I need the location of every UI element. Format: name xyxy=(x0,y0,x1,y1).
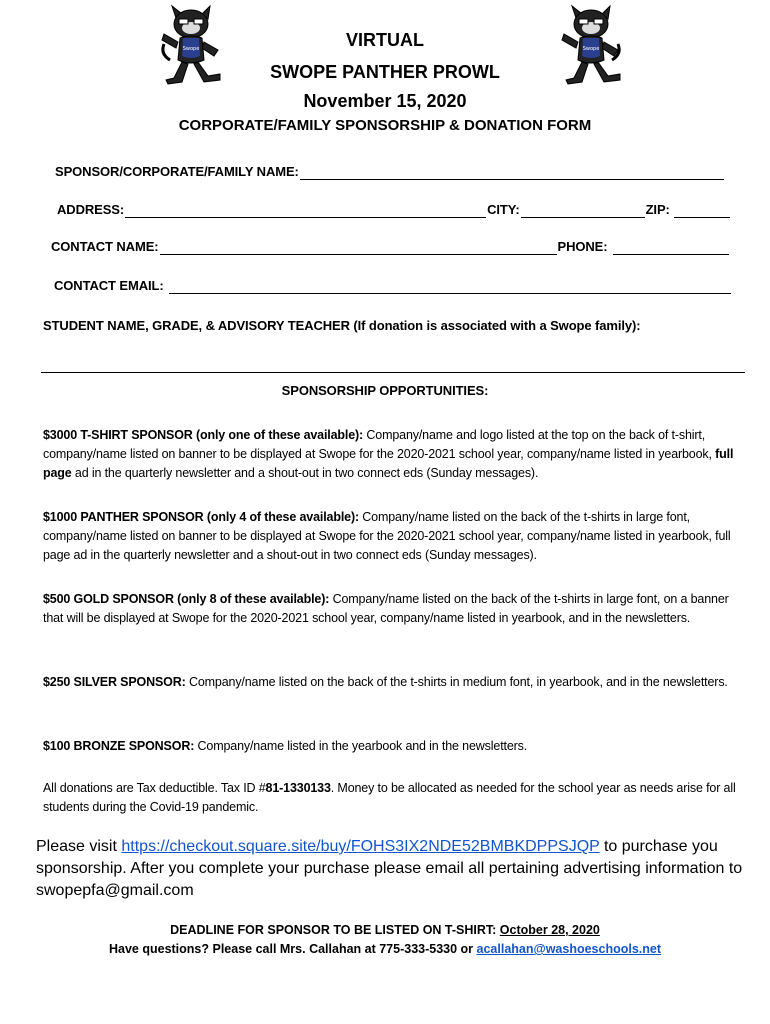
contact-email-field[interactable] xyxy=(169,280,731,294)
deadline-label: DEADLINE FOR SPONSOR TO BE LISTED ON T-SHIRT: xyxy=(170,923,500,937)
gold-sponsor-title: $500 GOLD SPONSOR (only 8 of these available): xyxy=(43,592,330,606)
student-label: STUDENT NAME, GRADE, & ADVISORY TEACHER (If donation is associated with a Swope family): xyxy=(43,318,641,333)
bronze-sponsor-paragraph: $100 BRONZE SPONSOR: Company/name listed in the yearbook and in the newsletters. xyxy=(43,739,528,753)
tax-deductible-paragraph: All donations are Tax deductible. Tax ID #81-1330133. Money to be allocated as needed for the school year as needs arise for all students during the Covid-19 pandemic. xyxy=(43,781,736,814)
questions-line: Have questions? Please call Mrs. Callahan at 775-333-5330 or acallahan@washoeschools.net xyxy=(108,942,662,956)
event-date-heading: November 15, 2020 xyxy=(303,91,467,111)
address-row xyxy=(57,200,731,218)
contact-name-label: CONTACT NAME: xyxy=(51,239,159,254)
zip-label: ZIP: xyxy=(645,202,670,217)
address-field[interactable] xyxy=(125,204,486,218)
opportunities-heading: SPONSORSHIP OPPORTUNITIES: xyxy=(281,383,489,398)
panther-sponsor-title: $1000 PANTHER SPONSOR (only 4 of these available): xyxy=(43,510,359,524)
phone-field[interactable] xyxy=(613,241,729,255)
tshirt-sponsor-paragraph: $3000 T-SHIRT SPONSOR (only one of these available): Company/name and logo listed at the top on the back of t-shirt, company/name listed on banner to be displayed at Swope for the 2020-2021 school year, company/name listed in yearbook, full page ad in the quarterly newsletter and a shout-out in two connect eds (Sunday messages). xyxy=(43,428,734,480)
zip-field[interactable] xyxy=(674,204,730,218)
deadline-date: October 28, 2020 xyxy=(499,923,600,937)
tax-id: 81-1330133 xyxy=(265,781,331,795)
svg-text:Swope: Swope xyxy=(582,46,600,52)
contact-name-field[interactable] xyxy=(160,241,557,255)
contact-email-link[interactable]: acallahan@washoeschools.net xyxy=(476,942,662,956)
city-label: CITY: xyxy=(487,202,520,217)
student-info-field[interactable] xyxy=(41,372,745,373)
address-label: ADDRESS: xyxy=(57,202,125,217)
purchase-instructions: Please visit https://checkout.square.site/buy/FOHS3IX2NDE52BMBKDPPSJQP to purchase you sponsorship. After you complete your purchase please email all pertaining advertising information to swopepfa@gmail.com xyxy=(36,838,743,899)
deadline-line xyxy=(0,923,770,937)
form-title: CORPORATE/FAMILY SPONSORSHIP & DONATION FORM xyxy=(178,117,592,134)
sponsor-name-label: SPONSOR/CORPORATE/FAMILY NAME: xyxy=(55,164,299,179)
contact-email-label: CONTACT EMAIL: xyxy=(54,278,164,293)
tshirt-sponsor-title: $3000 T-SHIRT SPONSOR (only one of these available): xyxy=(43,428,364,442)
phone-label: PHONE: xyxy=(557,239,608,254)
contact-name-row xyxy=(51,237,730,255)
gold-sponsor-paragraph: $500 GOLD SPONSOR (only 8 of these available): Company/name listed on the back of the t-shirts in large font, on a banner that will be displayed at Swope for the 2020-2021 school year, company/name listed in yearbook, and in the newsletters. xyxy=(43,592,729,625)
contact-email-row xyxy=(54,276,732,294)
bronze-sponsor-title: $100 BRONZE SPONSOR: xyxy=(43,739,195,753)
sponsor-name-field[interactable] xyxy=(300,166,724,180)
city-field[interactable] xyxy=(521,204,645,218)
silver-sponsor-title: $250 SILVER SPONSOR: xyxy=(43,675,186,689)
svg-text:Swope: Swope xyxy=(182,46,200,52)
silver-sponsor-paragraph: $250 SILVER SPONSOR: Company/name listed on the back of the t-shirts in medium font, in yearbook, and in the newsletters. xyxy=(43,675,728,689)
checkout-link[interactable]: https://checkout.square.site/buy/FOHS3IX2NDE52BMBKDPPSJQP xyxy=(121,838,600,855)
sponsor-name-row xyxy=(55,162,725,180)
event-name-heading: SWOPE PANTHER PROWL xyxy=(270,62,500,82)
event-type-heading: VIRTUAL xyxy=(346,30,424,50)
panther-sponsor-paragraph: $1000 PANTHER SPONSOR (only 4 of these available): Company/name listed on the back of the t-shirts in large font, company/name listed on banner to be displayed at Swope for the 2020-2021 school year, company/name listed in yearbook, full page ad in the quarterly newsletter and a shout-out in two connect eds (Sunday messages). xyxy=(43,510,731,562)
